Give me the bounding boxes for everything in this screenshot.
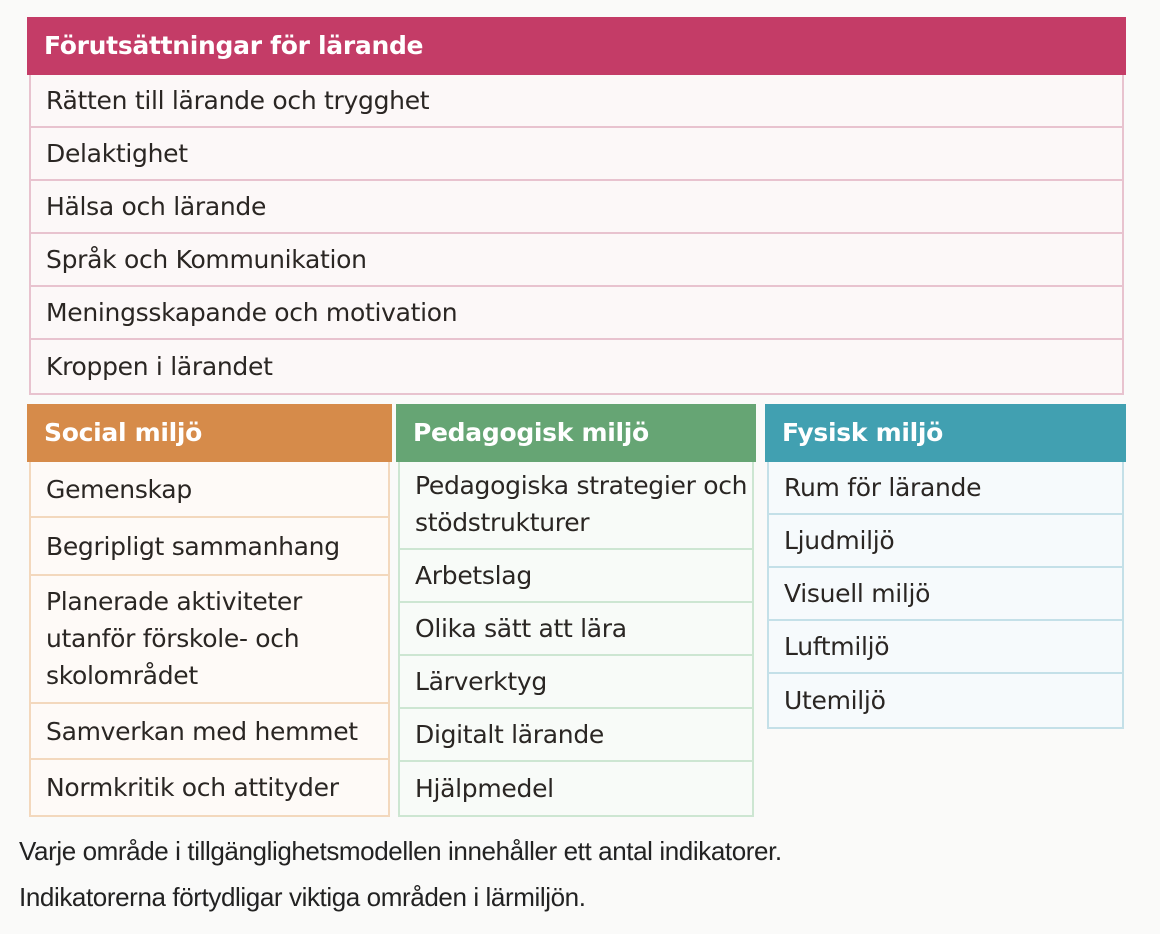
- list-item: Kroppen i lärandet: [46, 352, 273, 381]
- prerequisites-header: Förutsättningar för lärande: [27, 17, 1126, 75]
- list-item: Begripligt sammanhang: [31, 518, 388, 576]
- physical-environment-box: [765, 404, 1126, 729]
- list-item: Hälsa och lärande: [31, 181, 1122, 234]
- list-item: Rum för lärande: [769, 462, 1122, 515]
- caption-line-2: Indikatorerna förtydligar viktiga områden i lärmiljön.: [19, 882, 586, 912]
- social-environment-header: Social miljö: [27, 404, 392, 462]
- list-item: Ljudmiljö: [769, 515, 1122, 568]
- list-item: Delaktighet: [31, 128, 1122, 181]
- caption: [19, 828, 782, 920]
- list-item: Normkritik och attityder: [46, 773, 339, 802]
- list-item: Språk och Kommunikation: [31, 234, 1122, 287]
- list-item: Visuell miljö: [769, 568, 1122, 621]
- list-item: Rätten till lärande och trygghet: [31, 75, 1122, 128]
- list-item: Samverkan med hemmet: [31, 704, 388, 760]
- list-item: Lärverktyg: [400, 656, 752, 709]
- pedagogical-environment-box: [396, 404, 756, 817]
- prerequisites-box: [27, 17, 1126, 395]
- list-item: Planerade aktiviteter utanför förskole- och skolområdet: [31, 576, 388, 704]
- caption-line-1: Varje område i tillgänglighetsmodellen innehåller ett antal indikatorer.: [19, 836, 782, 866]
- pedagogical-environment-header: Pedagogisk miljö: [396, 404, 756, 462]
- list-item: Olika sätt att lära: [400, 603, 752, 656]
- list-item: Meningsskapande och motivation: [31, 287, 1122, 340]
- list-item: Arbetslag: [400, 550, 752, 603]
- physical-environment-header: Fysisk miljö: [765, 404, 1126, 462]
- list-item: Hjälpmedel: [415, 774, 554, 803]
- list-item: Utemiljö: [784, 686, 886, 715]
- list-item: Digitalt lärande: [400, 709, 752, 762]
- list-item: Gemenskap: [31, 462, 388, 518]
- list-item: Luftmiljö: [769, 621, 1122, 674]
- social-environment-box: [27, 404, 392, 817]
- list-item: Pedagogiska strategier och stödstrukturer: [400, 462, 752, 550]
